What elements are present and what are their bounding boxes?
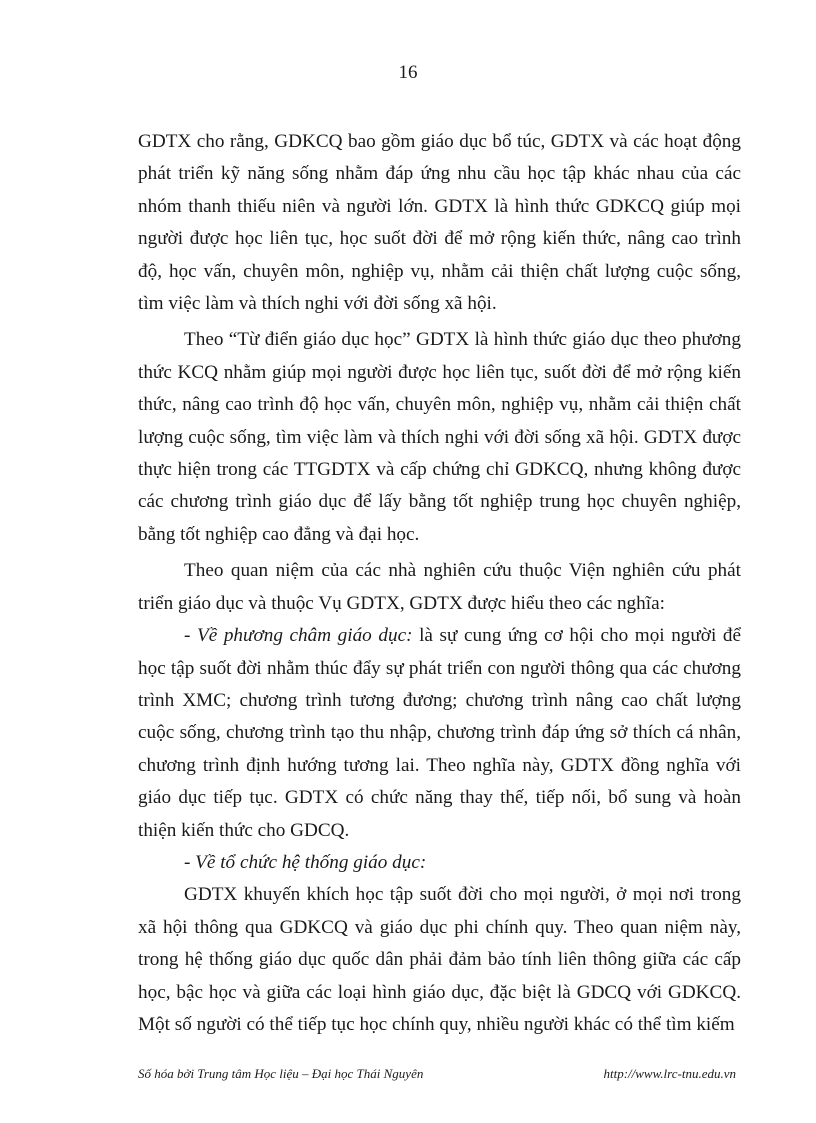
paragraph-4 (138, 620, 741, 847)
footer-source: Số hóa bởi Trung tâm Học liệu – Đại học Thái Nguyên (138, 1066, 424, 1081)
paragraph-4-label: - Về phương châm giáo dục: (184, 625, 413, 647)
paragraph-2: Theo “Từ điển giáo dục học” GDTX là hình thức giáo dục theo phương thức KCQ nhằm giúp mọi người được học liên tục, suốt đời để mở rộng kiến thức, nâng cao trình độ học vấn, chuyên môn, nghiệp vụ, nhằm cải thiện chất lượng cuộc sống, tìm việc làm và thích nghi với đời sống xã hội. GDTX được thực hiện trong các TTGDTX và cấp chứng chỉ GDKCQ, nhưng không được các chương trình giáo dục để lấy bằng tốt nghiệp trung học chuyên nghiệp, bằng tốt nghiệp cao đẳng và đại học. (138, 329, 741, 545)
paragraph-5-label: - Về tổ chức hệ thống giáo dục: (184, 851, 427, 873)
paragraph-4-text: là sự cung ứng cơ hội cho mọi người để học tập suốt đời nhằm thúc đẩy sự phát triển con người thông qua các chương trình XMC; chương trình tương đương; chương trình nâng cao chất lượng cuộc sống, chương trình tạo thu nhập, chương trình đáp ứng sở thích cá nhân, chương trình định hướng tương lai. Theo nghĩa này, GDTX đồng nghĩa với giáo dục tiếp tục. GDTX có chức năng thay thế, tiếp nối, bổ sung và hoàn thiện kiến thức cho GDCQ. (138, 625, 741, 841)
paragraph-1: GDTX cho rằng, GDKCQ bao gồm giáo dục bổ túc, GDTX và các hoạt động phát triển kỹ năng sống nhằm đáp ứng nhu cầu học tập khác nhau của các nhóm thanh thiếu niên và người lớn. GDTX là hình thức GDKCQ giúp mọi người được học liên tục, học suốt đời để mở rộng kiến thức, nâng cao trình độ, học vấn, chuyên môn, nghiệp vụ, nhằm cải thiện chất lượng cuộc sống, tìm việc làm và thích nghi với đời sống xã hội. (138, 131, 741, 315)
paragraph-6: GDTX khuyến khích học tập suốt đời cho mọi người, ở mọi nơi trong xã hội thông qua GDKCQ và giáo dục phi chính quy. Theo quan niệm này, trong hệ thống giáo dục quốc dân phải đảm bảo tính liên thông giữa các cấp học, bậc học và giữa các loại hình giáo dục, đặc biệt là GDCQ với GDKCQ. Một số người có thể tiếp tục học chính quy, nhiều người khác có thể tìm kiếm (138, 884, 741, 1035)
page-number: 16 (398, 62, 418, 83)
paragraph-5 (138, 847, 741, 879)
document-body (138, 126, 741, 1041)
paragraph-3: Theo quan niệm của các nhà nghiên cứu thuộc Viện nghiên cứu phát triển giáo dục và thuộc Vụ GDTX, GDTX được hiểu theo các nghĩa: (138, 560, 741, 614)
footer-url[interactable]: http://www.lrc-tnu.edu.vn (603, 1066, 736, 1081)
